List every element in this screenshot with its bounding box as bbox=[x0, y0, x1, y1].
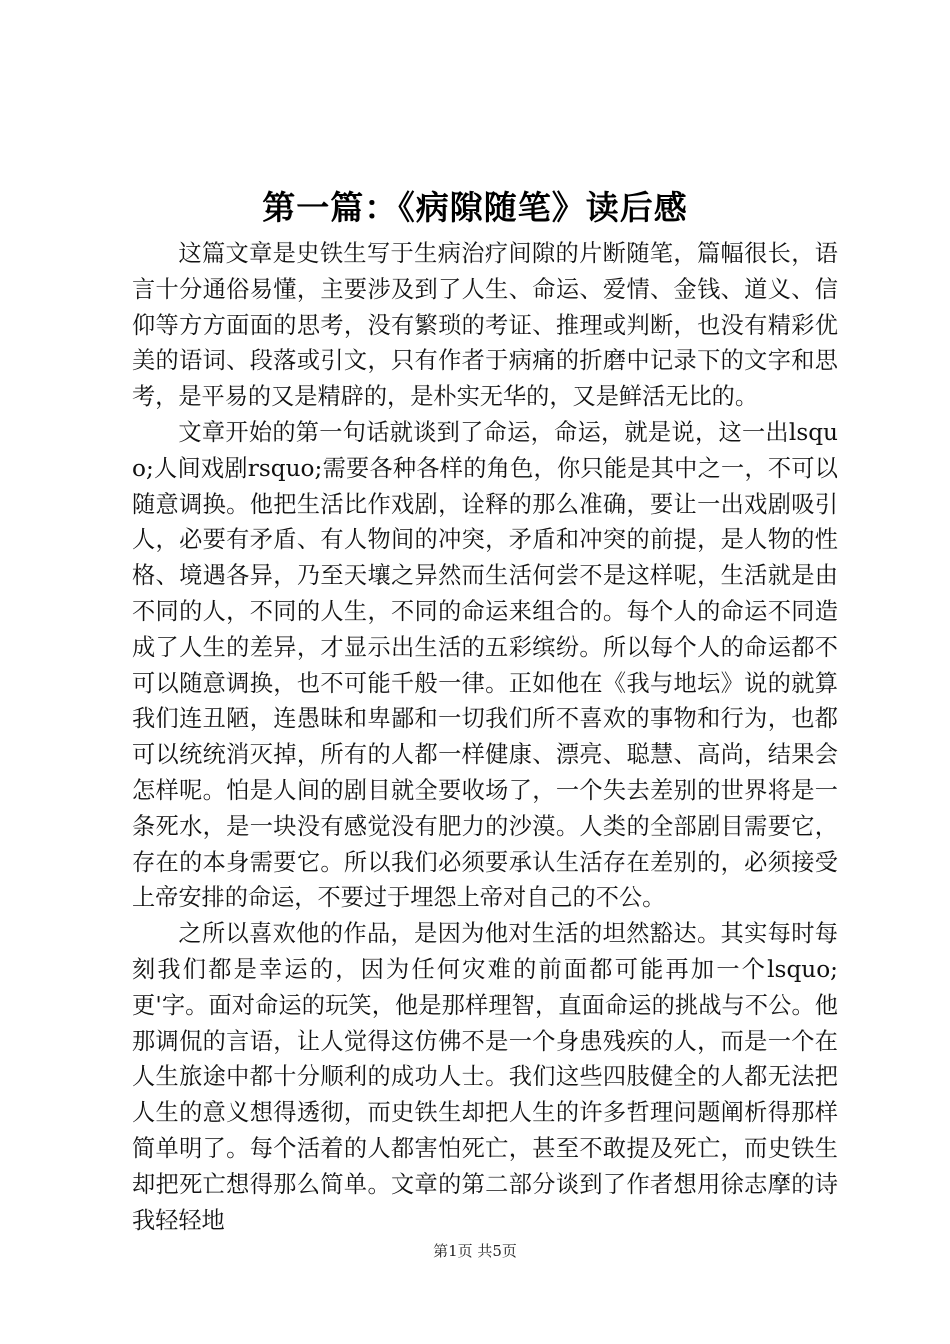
page-number-footer: 第1页 共5页 bbox=[433, 1242, 517, 1260]
paragraph-1: 这篇文章是史铁生写于生病治疗间隙的片断随笔，篇幅很长，语言十分通俗易懂，主要涉及到了人生、命运、爱情、金钱、道义、信仰等方方面面的思考，没有繁琐的考证、推理或判断，也没有精彩优美的语词、段落或引文，只有作者于病痛的折磨中记录下的文字和思考，是平易的又是精辟的，是朴实无华的，又是鲜活无比的。 bbox=[132, 240, 838, 411]
paragraph-3: 之所以喜欢他的作品，是因为他对生活的坦然豁达。其实每时每刻我们都是幸运的，因为任何灾难的前面都可能再加一个lsquo;更'字。面对命运的玩笑，他是那样理智，直面命运的挑战与不公。他那调侃的言语，让人觉得这仿佛不是一个身患残疾的人，而是一个在人生旅途中都十分顺利的成功人士。我们这些四肢健全的人都无法把人生的意义想得透彻，而史铁生却把人生的许多哲理问题阐析得那样简单明了。每个活着的人都害怕死亡，甚至不敢提及死亡，而史铁生却把死亡想得那么简单。文章的第二部分谈到了作者想用徐志摩的诗我轻轻地 bbox=[132, 920, 838, 1234]
document-body bbox=[132, 236, 838, 1238]
document-title: 第一篇：《病隙随笔》读后感 bbox=[262, 188, 688, 227]
paragraph-2: 文章开始的第一句话就谈到了命运，命运，就是说，这一出lsquo;人间戏剧rsquo;需要各种各样的角色，你只能是其中之一，不可以随意调换。他把生活比作戏剧，诠释的那么准确，要让一出戏剧吸引人，必要有矛盾、有人物间的冲突，矛盾和冲突的前提，是人物的性格、境遇各异，乃至天壤之异然而生活何尝不是这样呢，生活就是由不同的人，不同的人生，不同的命运来组合的。每个人的命运不同造成了人生的差异，才显示出生活的五彩缤纷。所以每个人的命运都不可以随意调换，也不可能千般一律。正如他在《我与地坛》说的就算我们连丑陋，连愚昧和卑鄙和一切我们所不喜欢的事物和行为，也都可以统统消灭掉，所有的人都一样健康、漂亮、聪慧、高尚，结果会怎样呢。怕是人间的剧目就全要收场了，一个失去差别的世界将是一条死水，是一块没有感觉没有肥力的沙漠。人类的全部剧目需要它，存在的本身需要它。所以我们必须要承认生活存在差别的，必须接受上帝安排的命运，不要过于埋怨上帝对自己的不公。 bbox=[132, 418, 838, 912]
